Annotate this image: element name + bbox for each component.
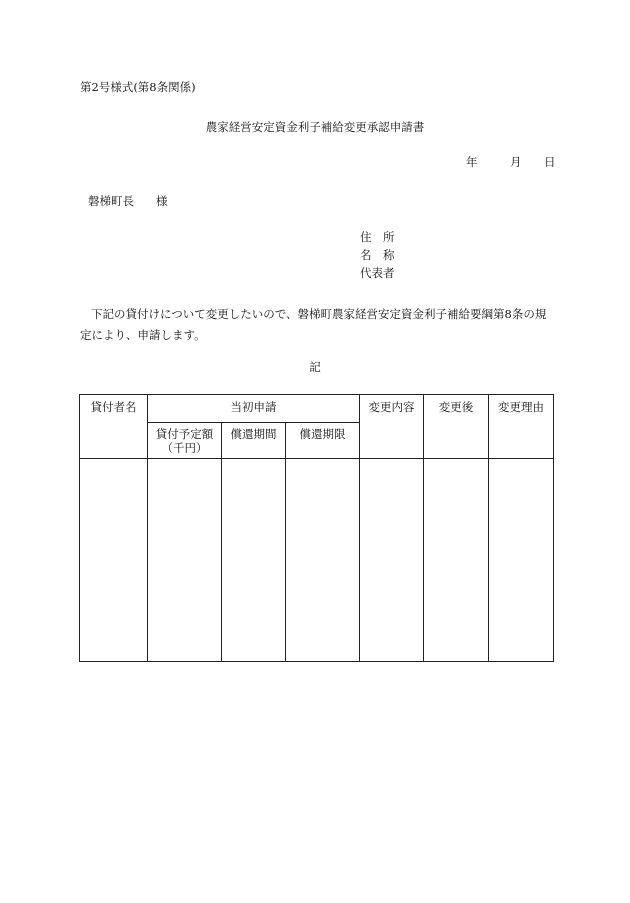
header-repayment-period: 償還期間: [222, 423, 286, 459]
cell-lender-name[interactable]: [80, 459, 148, 662]
cell-change-content[interactable]: [360, 459, 424, 662]
loan-amount-label: 貸付予定額: [155, 427, 214, 441]
ki-heading: 記: [309, 360, 321, 374]
header-after-change: 変更後: [424, 395, 489, 459]
loan-amount-unit: （千円）: [161, 441, 208, 455]
addressee-name: 磐梯町長: [88, 194, 134, 208]
form-number: 第2号様式(第8条関係): [80, 80, 196, 94]
body-text: 下記の貸付けについて変更したいので、磐梯町農家経営安定資金利子補給要綱第8条の規定により、申請します。: [80, 307, 547, 342]
applicant-name-label: 名 称: [360, 248, 395, 262]
change-application-table: [79, 394, 554, 662]
applicant-address-label: 住 所: [360, 230, 395, 244]
cell-after-change[interactable]: [424, 459, 489, 662]
header-loan-amount: [148, 423, 222, 459]
header-repayment-deadline: 償還期限: [286, 423, 360, 459]
header-lender-name: 貸付者名: [80, 395, 148, 459]
header-change-content: 変更内容: [360, 395, 424, 459]
date-line: [466, 157, 556, 169]
cell-repayment-deadline[interactable]: [286, 459, 360, 662]
applicant-representative-label: 代表者: [360, 266, 395, 280]
addressee: [88, 196, 168, 208]
header-change-reason: 変更理由: [489, 395, 554, 459]
date-day: 日: [544, 155, 556, 169]
cell-change-reason[interactable]: [489, 459, 554, 662]
addressee-honorific: 様: [156, 194, 168, 208]
header-original-application: 当初申請: [148, 395, 360, 423]
date-month: 月: [510, 155, 522, 169]
document-title: 農家経営安定資金利子補給変更承認申請書: [205, 120, 425, 134]
cell-loan-amount[interactable]: [148, 459, 222, 662]
cell-repayment-period[interactable]: [222, 459, 286, 662]
date-year: 年: [466, 155, 478, 169]
